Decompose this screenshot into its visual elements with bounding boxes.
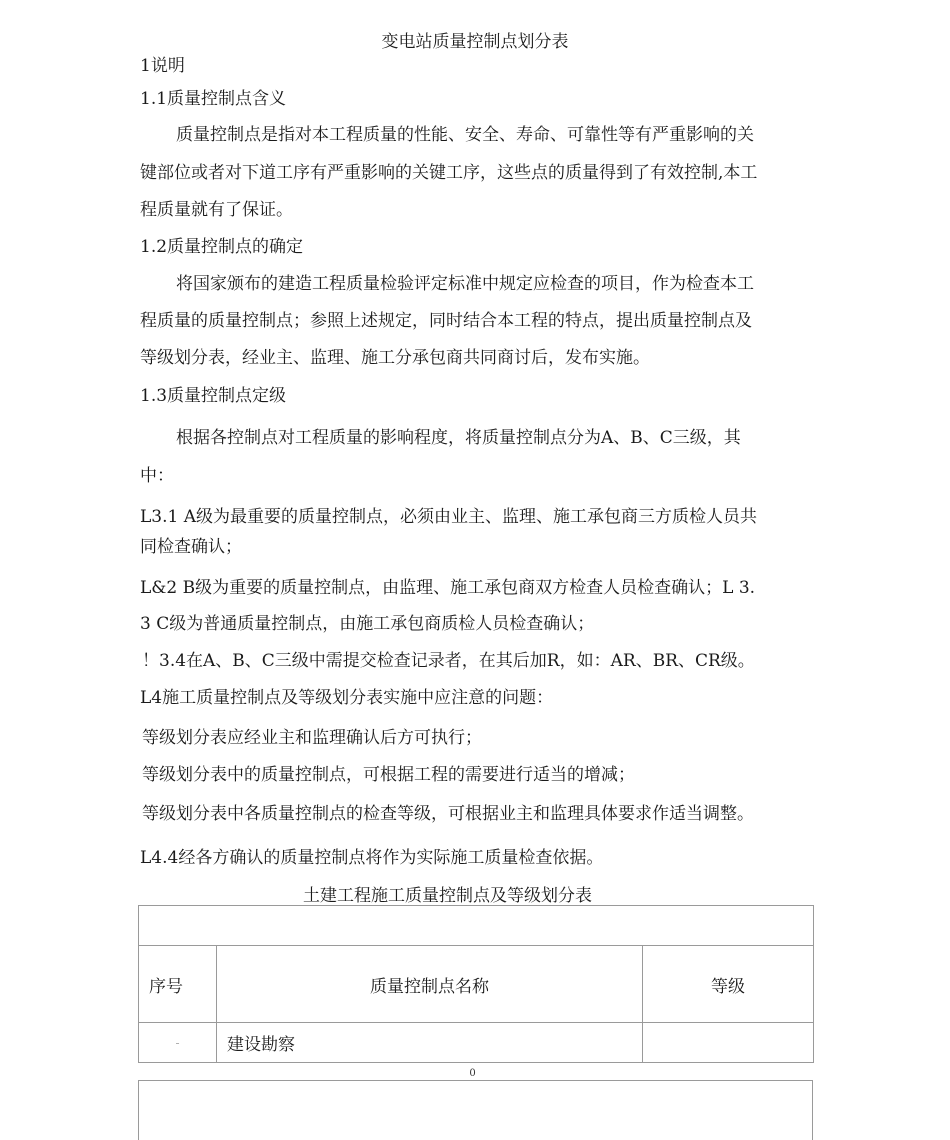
paragraph-line: 将国家颁布的建造工程质量检验评定标准中规定应检查的项目，作为检查本工	[176, 274, 754, 294]
table-blank-row	[139, 906, 814, 946]
clause-1-3-2: L&2 B级为重要的质量控制点，由监理、施工承包商双方检查人员检查确认；L 3.	[140, 578, 756, 598]
table-title: 土建工程施工质量控制点及等级划分表	[303, 886, 592, 906]
section-heading-1-3: 1.3质量控制点定级	[140, 386, 287, 406]
table-header-row	[139, 946, 814, 1023]
table-row	[139, 1023, 814, 1063]
paragraph-line: 根据各控制点对工程质量的影响程度，将质量控制点分为A、B、C三级，其	[176, 428, 741, 448]
section-heading-1-2: 1.2质量控制点的确定	[140, 237, 304, 257]
header-cell-grade: 等级	[643, 946, 814, 1023]
paragraph-line: 质量控制点是指对本工程质量的性能、安全、寿命、可靠性等有严重影响的关	[176, 125, 754, 145]
list-item: 等级划分表中的质量控制点，可根据工程的需要进行适当的增减；	[142, 765, 635, 785]
list-item: 等级划分表应经业主和监理确认后方可执行；	[142, 728, 482, 748]
section-heading-1-1: 1.1质量控制点含义	[140, 89, 287, 109]
clause-1-3-1: 同检查确认；	[140, 537, 242, 557]
next-page-table-frame	[138, 1080, 813, 1140]
row-no: -	[139, 1023, 217, 1063]
paragraph-line: 程质量的质量控制点；参照上述规定，同时结合本工程的特点，提出质量控制点及	[140, 311, 752, 331]
clause-1-3-3: 3 C级为普通质量控制点，由施工承包商质检人员检查确认；	[140, 614, 595, 634]
paragraph-line: 程质量就有了保证。	[140, 200, 293, 220]
list-item: 等级划分表中各质量控制点的检查等级，可根据业主和监理具体要求作适当调整。	[142, 804, 754, 824]
paragraph-line: 中：	[140, 466, 174, 486]
page-number: 0	[469, 1068, 476, 1079]
row-name: 建设勘察	[217, 1023, 643, 1063]
quality-control-table	[138, 905, 814, 1063]
table-blank-cell	[139, 906, 814, 946]
clause-1-3-1: L3.1 A级为最重要的质量控制点，必须由业主、监理、施工承包商三方质检人员共	[140, 507, 758, 527]
document-title: 变电站质量控制点划分表	[381, 32, 569, 52]
section-heading-1-4: L4施工质量控制点及等级划分表实施中应注意的问题：	[140, 688, 554, 708]
header-cell-no: 序号	[139, 946, 217, 1023]
paragraph-line: 键部位或者对下道工序有严重影响的关键工序，这些点的质量得到了有效控制,本工	[140, 163, 758, 183]
clause-1-3-4: ！3.4在A、B、C三级中需提交检查记录者，在其后加R，如：AR、BR、CR级。	[142, 651, 755, 671]
clause-1-4-4: L4.4经各方确认的质量控制点将作为实际施工质量检查依据。	[140, 848, 604, 868]
row-grade	[643, 1023, 814, 1063]
paragraph-line: 等级划分表，经业主、监理、施工分承包商共同商讨后，发布实施。	[140, 348, 650, 368]
header-cell-name: 质量控制点名称	[217, 946, 643, 1023]
section-heading-1: 1说明	[140, 56, 185, 76]
